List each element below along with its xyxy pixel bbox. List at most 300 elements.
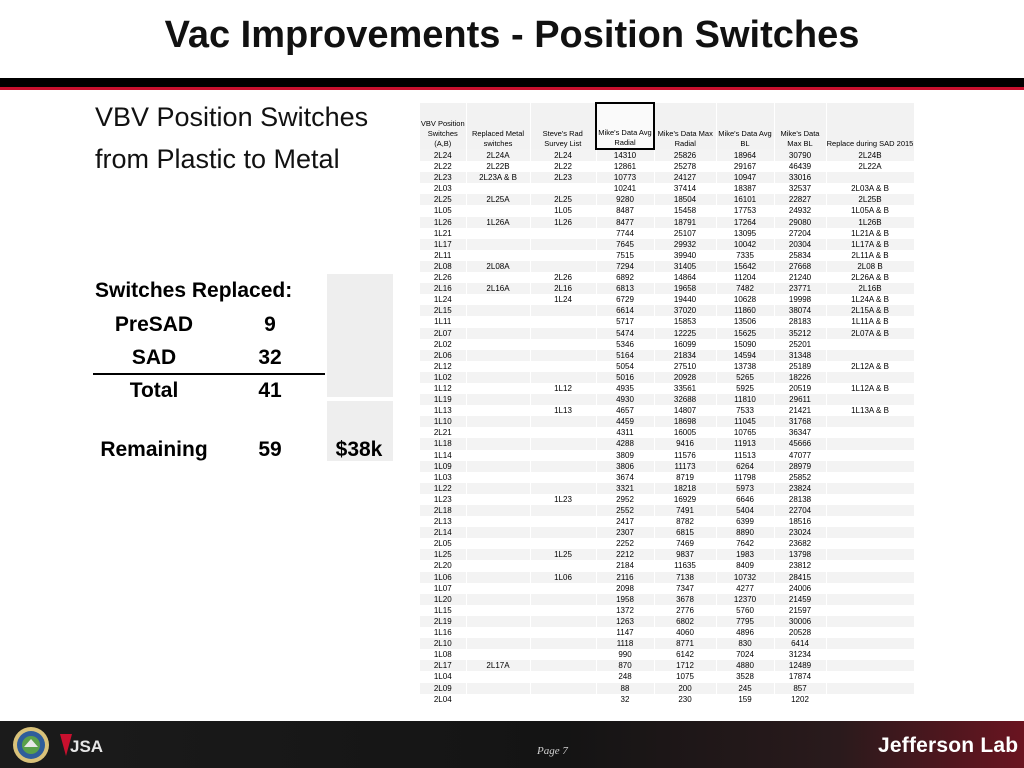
avg-radial-cell: 7645 bbox=[596, 239, 654, 250]
replace-sad-cell: 2L12A & B bbox=[826, 361, 914, 372]
vbv-switch-cell: 1L18 bbox=[420, 438, 466, 449]
avg-radial-cell: 4657 bbox=[596, 405, 654, 416]
summary-table bbox=[93, 274, 393, 467]
replace-sad-cell bbox=[826, 472, 914, 483]
total-label: Total bbox=[129, 378, 179, 402]
avg-radial-cell: 4459 bbox=[596, 416, 654, 427]
replace-sad-cell: 2L25B bbox=[826, 194, 914, 205]
slide-subtitle bbox=[95, 96, 405, 180]
vbv-switch-cell: 2L21 bbox=[420, 427, 466, 438]
vbv-switch-cell: 1L20 bbox=[420, 594, 466, 605]
max-bl-cell: 24932 bbox=[774, 205, 826, 216]
avg-bl-cell: 8409 bbox=[716, 560, 774, 571]
avg-radial-cell: 8477 bbox=[596, 217, 654, 228]
max-radial-cell: 6815 bbox=[654, 527, 716, 538]
vbv-switch-cell: 1L07 bbox=[420, 583, 466, 594]
replace-sad-cell bbox=[826, 660, 914, 671]
avg-radial-cell: 88 bbox=[596, 683, 654, 694]
avg-bl-cell: 5265 bbox=[716, 372, 774, 383]
table-row bbox=[420, 694, 914, 705]
replaced-metal-cell: 2L24A bbox=[466, 149, 530, 161]
replaced-metal-cell bbox=[466, 572, 530, 583]
rad-survey-cell bbox=[530, 694, 596, 705]
table-row bbox=[420, 671, 914, 682]
presad-value: 9 bbox=[264, 312, 276, 336]
table-row bbox=[420, 605, 914, 616]
avg-radial-cell: 7744 bbox=[596, 228, 654, 239]
replace-sad-cell: 1L21A & B bbox=[826, 228, 914, 239]
table-row bbox=[420, 538, 914, 549]
max-radial-cell: 37020 bbox=[654, 305, 716, 316]
avg-radial-cell: 2252 bbox=[596, 538, 654, 549]
avg-bl-cell: 4277 bbox=[716, 583, 774, 594]
max-bl-cell: 27668 bbox=[774, 261, 826, 272]
header-replaced-metal-switches: Replaced Metal switches bbox=[466, 103, 530, 149]
avg-radial-cell: 14310 bbox=[596, 149, 654, 161]
replaced-metal-cell bbox=[466, 538, 530, 549]
avg-radial-cell: 1372 bbox=[596, 605, 654, 616]
max-bl-cell: 31348 bbox=[774, 350, 826, 361]
replaced-metal-cell bbox=[466, 250, 530, 261]
replace-sad-cell bbox=[826, 538, 914, 549]
replaced-metal-cell bbox=[466, 205, 530, 216]
replace-sad-cell: 2L07A & B bbox=[826, 328, 914, 339]
avg-radial-cell: 3674 bbox=[596, 472, 654, 483]
replaced-metal-cell bbox=[466, 272, 530, 283]
max-bl-cell: 35212 bbox=[774, 328, 826, 339]
replaced-metal-cell bbox=[466, 294, 530, 305]
replace-sad-cell: 2L24B bbox=[826, 149, 914, 161]
max-radial-cell: 18791 bbox=[654, 217, 716, 228]
max-radial-cell: 4060 bbox=[654, 627, 716, 638]
table-row bbox=[420, 228, 914, 239]
max-bl-cell: 20528 bbox=[774, 627, 826, 638]
replaced-metal-cell bbox=[466, 305, 530, 316]
replace-sad-cell bbox=[826, 483, 914, 494]
max-radial-cell: 25107 bbox=[654, 228, 716, 239]
avg-radial-cell: 7515 bbox=[596, 250, 654, 261]
vbv-switch-cell: 1L17 bbox=[420, 239, 466, 250]
replace-sad-cell bbox=[826, 627, 914, 638]
max-bl-cell: 21597 bbox=[774, 605, 826, 616]
max-radial-cell: 19658 bbox=[654, 283, 716, 294]
replace-sad-cell bbox=[826, 694, 914, 705]
vbv-switch-cell: 2L26 bbox=[420, 272, 466, 283]
avg-radial-cell: 2098 bbox=[596, 583, 654, 594]
max-radial-cell: 32688 bbox=[654, 394, 716, 405]
replaced-metal-cell bbox=[466, 683, 530, 694]
avg-radial-cell: 2952 bbox=[596, 494, 654, 505]
max-radial-cell: 18698 bbox=[654, 416, 716, 427]
vbv-switch-cell: 2L08 bbox=[420, 261, 466, 272]
vbv-switch-cell: 1L10 bbox=[420, 416, 466, 427]
replaced-metal-cell bbox=[466, 472, 530, 483]
avg-bl-cell: 12370 bbox=[716, 594, 774, 605]
avg-radial-cell: 4288 bbox=[596, 438, 654, 449]
rad-survey-cell bbox=[530, 505, 596, 516]
avg-bl-cell: 1983 bbox=[716, 549, 774, 560]
vbv-switch-cell: 1L23 bbox=[420, 494, 466, 505]
avg-radial-cell: 2184 bbox=[596, 560, 654, 571]
replace-sad-cell: 2L08 B bbox=[826, 261, 914, 272]
replaced-metal-cell: 2L23A & B bbox=[466, 172, 530, 183]
avg-bl-cell: 5973 bbox=[716, 483, 774, 494]
max-bl-cell: 24006 bbox=[774, 583, 826, 594]
replace-sad-cell: 1L12A & B bbox=[826, 383, 914, 394]
replaced-metal-cell bbox=[466, 416, 530, 427]
max-radial-cell: 39940 bbox=[654, 250, 716, 261]
max-radial-cell: 7347 bbox=[654, 583, 716, 594]
vbv-switch-cell: 2L04 bbox=[420, 694, 466, 705]
total-value: 41 bbox=[258, 378, 282, 402]
max-bl-cell: 21421 bbox=[774, 405, 826, 416]
summary-row-remaining bbox=[93, 433, 393, 467]
sad-label: SAD bbox=[131, 345, 177, 369]
max-bl-cell: 28415 bbox=[774, 572, 826, 583]
sad-value: 32 bbox=[258, 345, 282, 369]
vbv-switch-cell: 2L13 bbox=[420, 516, 466, 527]
max-bl-cell: 31234 bbox=[774, 649, 826, 660]
position-switch-table bbox=[420, 102, 915, 705]
max-bl-cell: 1202 bbox=[774, 694, 826, 705]
table-row bbox=[420, 505, 914, 516]
avg-bl-cell: 830 bbox=[716, 638, 774, 649]
table-row bbox=[420, 339, 914, 350]
replaced-metal-cell bbox=[466, 649, 530, 660]
replaced-metal-cell bbox=[466, 383, 530, 394]
vbv-switch-cell: 2L03 bbox=[420, 183, 466, 194]
title-divider-bar bbox=[0, 78, 1024, 90]
max-radial-cell: 3678 bbox=[654, 594, 716, 605]
replaced-metal-cell bbox=[466, 316, 530, 327]
replace-sad-cell bbox=[826, 350, 914, 361]
max-radial-cell: 7491 bbox=[654, 505, 716, 516]
replace-sad-cell: 1L24A & B bbox=[826, 294, 914, 305]
vbv-switch-cell: 1L03 bbox=[420, 472, 466, 483]
table-row bbox=[420, 172, 914, 183]
max-radial-cell: 16099 bbox=[654, 339, 716, 350]
replaced-metal-cell bbox=[466, 605, 530, 616]
remaining-cost: $38k bbox=[335, 438, 383, 461]
table-row bbox=[420, 183, 914, 194]
avg-radial-cell: 5717 bbox=[596, 316, 654, 327]
rad-survey-cell bbox=[530, 438, 596, 449]
max-bl-cell: 28183 bbox=[774, 316, 826, 327]
avg-radial-cell: 5016 bbox=[596, 372, 654, 383]
max-radial-cell: 24127 bbox=[654, 172, 716, 183]
doe-seal-icon bbox=[12, 726, 50, 764]
header-max-radial: Mike's Data Max Radial bbox=[654, 103, 716, 149]
avg-bl-cell: 11810 bbox=[716, 394, 774, 405]
vbv-switch-cell: 1L09 bbox=[420, 461, 466, 472]
rad-survey-cell bbox=[530, 416, 596, 427]
max-bl-cell: 30790 bbox=[774, 149, 826, 161]
replace-sad-cell bbox=[826, 494, 914, 505]
rad-survey-cell: 1L23 bbox=[530, 494, 596, 505]
avg-bl-cell: 11513 bbox=[716, 450, 774, 461]
vbv-switch-cell: 1L14 bbox=[420, 450, 466, 461]
replace-sad-cell bbox=[826, 605, 914, 616]
replaced-metal-cell: 2L22B bbox=[466, 161, 530, 172]
max-bl-cell: 18226 bbox=[774, 372, 826, 383]
max-radial-cell: 18504 bbox=[654, 194, 716, 205]
max-bl-cell: 29080 bbox=[774, 217, 826, 228]
summary-heading-row bbox=[93, 274, 393, 308]
max-bl-cell: 33016 bbox=[774, 172, 826, 183]
max-bl-cell: 38074 bbox=[774, 305, 826, 316]
max-bl-cell: 857 bbox=[774, 683, 826, 694]
replace-sad-cell bbox=[826, 372, 914, 383]
vbv-switch-cell: 2L22 bbox=[420, 161, 466, 172]
header-max-bl: Mike's Data Max BL bbox=[774, 103, 826, 149]
rad-survey-cell bbox=[530, 361, 596, 372]
replace-sad-cell: 2L22A bbox=[826, 161, 914, 172]
avg-radial-cell: 7294 bbox=[596, 261, 654, 272]
rad-survey-cell: 1L06 bbox=[530, 572, 596, 583]
summary-row-total bbox=[93, 374, 393, 407]
avg-radial-cell: 5346 bbox=[596, 339, 654, 350]
max-bl-cell: 36347 bbox=[774, 427, 826, 438]
replace-sad-cell bbox=[826, 638, 914, 649]
max-radial-cell: 20928 bbox=[654, 372, 716, 383]
replaced-metal-cell bbox=[466, 560, 530, 571]
table-row bbox=[420, 549, 914, 560]
max-radial-cell: 11576 bbox=[654, 450, 716, 461]
avg-bl-cell: 14594 bbox=[716, 350, 774, 361]
max-radial-cell: 21834 bbox=[654, 350, 716, 361]
rad-survey-cell: 2L22 bbox=[530, 161, 596, 172]
replace-sad-cell: 1L17A & B bbox=[826, 239, 914, 250]
replace-sad-cell bbox=[826, 438, 914, 449]
replace-sad-cell bbox=[826, 339, 914, 350]
replace-sad-cell bbox=[826, 461, 914, 472]
avg-bl-cell: 6399 bbox=[716, 516, 774, 527]
avg-bl-cell: 7795 bbox=[716, 616, 774, 627]
rad-survey-cell bbox=[530, 394, 596, 405]
summary-row-presad bbox=[93, 308, 393, 341]
rad-survey-cell: 2L26 bbox=[530, 272, 596, 283]
header-avg-bl: Mike's Data Avg BL bbox=[716, 103, 774, 149]
replaced-metal-cell: 2L25A bbox=[466, 194, 530, 205]
rad-survey-cell bbox=[530, 683, 596, 694]
replace-sad-cell: 2L16B bbox=[826, 283, 914, 294]
max-radial-cell: 14864 bbox=[654, 272, 716, 283]
avg-radial-cell: 5474 bbox=[596, 328, 654, 339]
replaced-metal-cell bbox=[466, 594, 530, 605]
avg-radial-cell: 990 bbox=[596, 649, 654, 660]
table-row bbox=[420, 272, 914, 283]
avg-bl-cell: 11860 bbox=[716, 305, 774, 316]
avg-radial-cell: 3809 bbox=[596, 450, 654, 461]
rad-survey-cell: 2L16 bbox=[530, 283, 596, 294]
avg-radial-cell: 2116 bbox=[596, 572, 654, 583]
max-bl-cell: 13798 bbox=[774, 549, 826, 560]
max-radial-cell: 8771 bbox=[654, 638, 716, 649]
vbv-switch-cell: 2L10 bbox=[420, 638, 466, 649]
table-row bbox=[420, 638, 914, 649]
avg-bl-cell: 8890 bbox=[716, 527, 774, 538]
vbv-switch-cell: 2L14 bbox=[420, 527, 466, 538]
avg-bl-cell: 6646 bbox=[716, 494, 774, 505]
rad-survey-cell bbox=[530, 483, 596, 494]
max-radial-cell: 7138 bbox=[654, 572, 716, 583]
remaining-value: 59 bbox=[258, 438, 282, 461]
avg-bl-cell: 18387 bbox=[716, 183, 774, 194]
avg-radial-cell: 5054 bbox=[596, 361, 654, 372]
avg-bl-cell: 7335 bbox=[716, 250, 774, 261]
replaced-metal-cell bbox=[466, 549, 530, 560]
table-row bbox=[420, 516, 914, 527]
table-row bbox=[420, 450, 914, 461]
rad-survey-cell bbox=[530, 516, 596, 527]
table-row bbox=[420, 427, 914, 438]
vbv-switch-cell: 2L06 bbox=[420, 350, 466, 361]
vbv-switch-cell: 2L05 bbox=[420, 538, 466, 549]
rad-survey-cell: 2L23 bbox=[530, 172, 596, 183]
avg-bl-cell: 6264 bbox=[716, 461, 774, 472]
header-rad-survey-list: Steve's Rad Survey List bbox=[530, 103, 596, 149]
rad-survey-cell bbox=[530, 616, 596, 627]
table-row bbox=[420, 583, 914, 594]
table-row bbox=[420, 283, 914, 294]
jsa-logo-icon bbox=[56, 730, 106, 760]
vbv-switch-cell: 2L19 bbox=[420, 616, 466, 627]
max-radial-cell: 27510 bbox=[654, 361, 716, 372]
avg-bl-cell: 15642 bbox=[716, 261, 774, 272]
replace-sad-cell bbox=[826, 416, 914, 427]
max-bl-cell: 25201 bbox=[774, 339, 826, 350]
max-bl-cell: 23824 bbox=[774, 483, 826, 494]
avg-radial-cell: 2417 bbox=[596, 516, 654, 527]
max-bl-cell: 23812 bbox=[774, 560, 826, 571]
vbv-switch-cell: 1L16 bbox=[420, 627, 466, 638]
replace-sad-cell: 2L03A & B bbox=[826, 183, 914, 194]
avg-bl-cell: 159 bbox=[716, 694, 774, 705]
max-bl-cell: 25834 bbox=[774, 250, 826, 261]
max-radial-cell: 200 bbox=[654, 683, 716, 694]
avg-radial-cell: 3806 bbox=[596, 461, 654, 472]
table-row bbox=[420, 572, 914, 583]
rad-survey-cell: 1L26 bbox=[530, 217, 596, 228]
table-row bbox=[420, 627, 914, 638]
replace-sad-cell: 1L13A & B bbox=[826, 405, 914, 416]
table-row bbox=[420, 305, 914, 316]
vbv-switch-cell: 1L15 bbox=[420, 605, 466, 616]
table-row bbox=[420, 261, 914, 272]
avg-bl-cell: 4880 bbox=[716, 660, 774, 671]
replace-sad-cell: 2L26A & B bbox=[826, 272, 914, 283]
replaced-metal-cell bbox=[466, 616, 530, 627]
max-radial-cell: 1075 bbox=[654, 671, 716, 682]
vbv-switch-cell: 2L24 bbox=[420, 149, 466, 161]
avg-bl-cell: 11913 bbox=[716, 438, 774, 449]
rad-survey-cell bbox=[530, 527, 596, 538]
replaced-metal-cell: 2L17A bbox=[466, 660, 530, 671]
avg-bl-cell: 3528 bbox=[716, 671, 774, 682]
avg-bl-cell: 10042 bbox=[716, 239, 774, 250]
rad-survey-cell bbox=[530, 350, 596, 361]
table-row bbox=[420, 494, 914, 505]
rad-survey-cell bbox=[530, 605, 596, 616]
max-radial-cell: 9837 bbox=[654, 549, 716, 560]
rad-survey-cell bbox=[530, 372, 596, 383]
avg-bl-cell: 11798 bbox=[716, 472, 774, 483]
max-radial-cell: 230 bbox=[654, 694, 716, 705]
footer-bar bbox=[0, 721, 1024, 768]
avg-radial-cell: 1147 bbox=[596, 627, 654, 638]
max-bl-cell: 17874 bbox=[774, 671, 826, 682]
avg-radial-cell: 1958 bbox=[596, 594, 654, 605]
table-row bbox=[420, 616, 914, 627]
replaced-metal-cell bbox=[466, 450, 530, 461]
replace-sad-cell bbox=[826, 683, 914, 694]
avg-bl-cell: 10628 bbox=[716, 294, 774, 305]
vbv-switch-cell: 2L12 bbox=[420, 361, 466, 372]
rad-survey-cell bbox=[530, 228, 596, 239]
replaced-metal-cell: 1L26A bbox=[466, 217, 530, 228]
table-row bbox=[420, 394, 914, 405]
vbv-switch-cell: 2L11 bbox=[420, 250, 466, 261]
avg-radial-cell: 3321 bbox=[596, 483, 654, 494]
table-row bbox=[420, 383, 914, 394]
table-row bbox=[420, 472, 914, 483]
avg-bl-cell: 5404 bbox=[716, 505, 774, 516]
replace-sad-cell bbox=[826, 505, 914, 516]
avg-bl-cell: 16101 bbox=[716, 194, 774, 205]
max-radial-cell: 2776 bbox=[654, 605, 716, 616]
remaining-label: Remaining bbox=[100, 438, 208, 461]
rad-survey-cell bbox=[530, 250, 596, 261]
max-bl-cell: 12489 bbox=[774, 660, 826, 671]
max-bl-cell: 20304 bbox=[774, 239, 826, 250]
slide-title: Vac Improvements - Position Switches bbox=[164, 14, 860, 56]
replaced-metal-cell bbox=[466, 494, 530, 505]
presad-label: PreSAD bbox=[114, 312, 194, 336]
table-row bbox=[420, 683, 914, 694]
avg-bl-cell: 245 bbox=[716, 683, 774, 694]
table-row bbox=[420, 483, 914, 494]
header-replace-sad-2015: Replace during SAD 2015 bbox=[826, 103, 914, 149]
replace-sad-cell bbox=[826, 549, 914, 560]
vbv-switch-cell: 1L05 bbox=[420, 205, 466, 216]
avg-bl-cell: 17264 bbox=[716, 217, 774, 228]
avg-radial-cell: 4930 bbox=[596, 394, 654, 405]
rad-survey-cell bbox=[530, 339, 596, 350]
table-row bbox=[420, 438, 914, 449]
max-radial-cell: 33561 bbox=[654, 383, 716, 394]
replaced-metal-cell bbox=[466, 671, 530, 682]
rad-survey-cell bbox=[530, 183, 596, 194]
table-row bbox=[420, 416, 914, 427]
table-row bbox=[420, 316, 914, 327]
table-row bbox=[420, 405, 914, 416]
replaced-metal-cell bbox=[466, 228, 530, 239]
max-bl-cell: 30006 bbox=[774, 616, 826, 627]
jsa-logo-text: JSA bbox=[70, 737, 104, 756]
max-radial-cell: 16005 bbox=[654, 427, 716, 438]
vbv-switch-cell: 1L25 bbox=[420, 549, 466, 560]
max-bl-cell: 21240 bbox=[774, 272, 826, 283]
table-row bbox=[420, 660, 914, 671]
avg-bl-cell: 13095 bbox=[716, 228, 774, 239]
rad-survey-cell bbox=[530, 594, 596, 605]
max-radial-cell: 8719 bbox=[654, 472, 716, 483]
summary-heading: Switches Replaced: bbox=[95, 279, 293, 302]
replace-sad-cell bbox=[826, 427, 914, 438]
replace-sad-cell: 1L26B bbox=[826, 217, 914, 228]
avg-bl-cell: 10732 bbox=[716, 572, 774, 583]
replaced-metal-cell bbox=[466, 461, 530, 472]
